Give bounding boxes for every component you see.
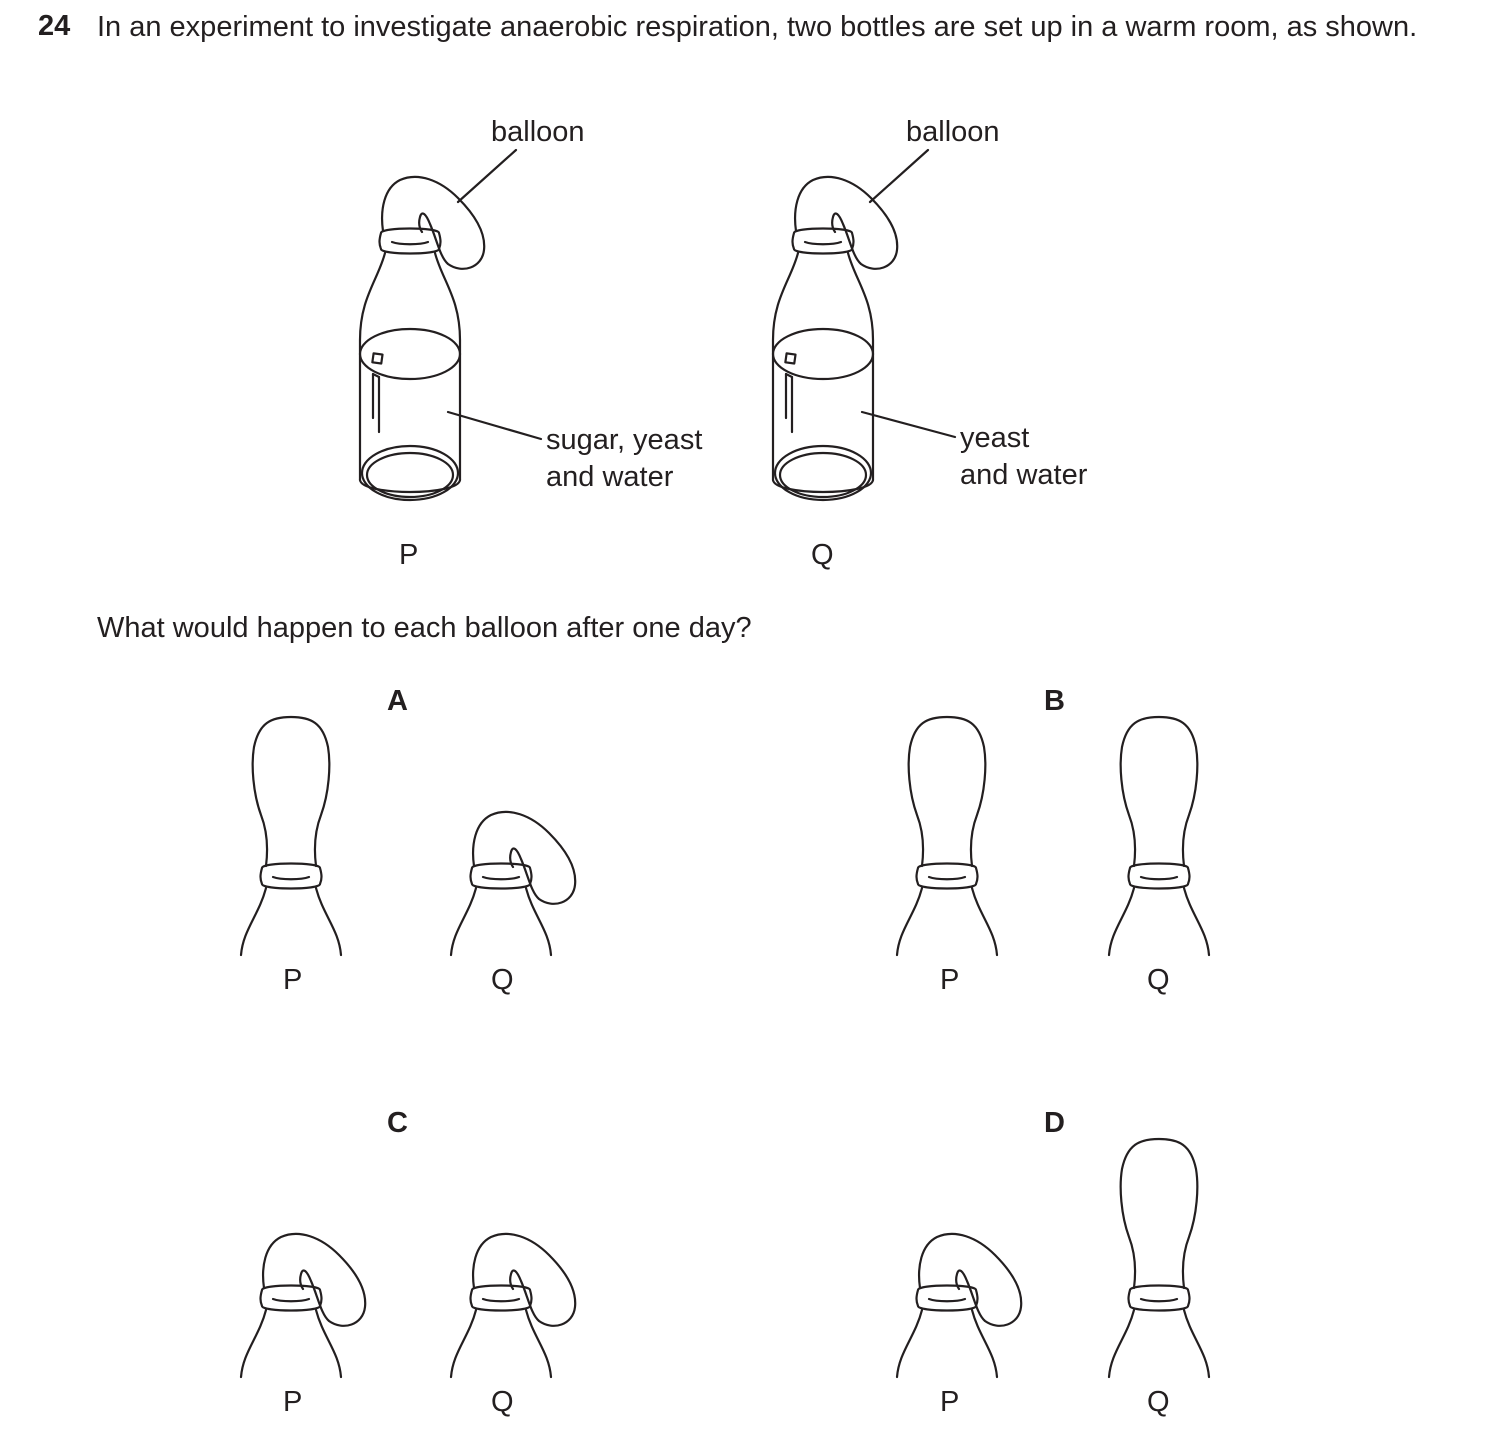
option-b-p-balloon-inflated <box>897 717 997 955</box>
option-a-p-balloon-inflated <box>241 717 341 955</box>
bottle-p-balloon-pointer <box>458 150 516 202</box>
option-a-p-label: P <box>283 964 303 996</box>
question-text: In an experiment to investigate anaerobic respiration, two bottles are set up in a warm room, as shown. <box>97 11 1418 43</box>
contents-label-q-line2: and water <box>960 459 1088 491</box>
bottle-q-contents-pointer <box>862 412 955 437</box>
option-letter-c[interactable]: C <box>387 1107 408 1139</box>
contents-label-p-line2: and water <box>546 461 674 493</box>
option-d-p-label: P <box>940 1386 960 1418</box>
question-prompt: What would happen to each balloon after one day? <box>97 612 752 644</box>
option-letter-b[interactable]: B <box>1044 685 1065 717</box>
option-b-p-label: P <box>940 964 960 996</box>
balloon-label-q: balloon <box>906 116 1000 148</box>
option-b-q-label: Q <box>1147 964 1170 996</box>
bottle-p-contents-pointer <box>448 412 541 439</box>
option-c-p-label: P <box>283 1386 303 1418</box>
contents-label-p-line1: sugar, yeast <box>546 424 703 456</box>
bottle-q-balloon-pointer <box>870 150 928 202</box>
question-number: 24 <box>38 10 71 42</box>
bottle-name-p: P <box>399 539 419 571</box>
bottle-p-illustration <box>360 177 484 500</box>
option-b-q-balloon-inflated <box>1109 717 1209 955</box>
option-a-q-label: Q <box>491 964 514 996</box>
option-d-q-label: Q <box>1147 1386 1170 1418</box>
bottle-q-illustration <box>773 177 897 500</box>
balloon-label-p: balloon <box>491 116 585 148</box>
option-c-q-label: Q <box>491 1386 514 1418</box>
option-c-q-balloon-deflated <box>451 1234 575 1377</box>
option-letter-d[interactable]: D <box>1044 1107 1065 1139</box>
option-d-p-balloon-deflated <box>897 1234 1021 1377</box>
bottle-name-q: Q <box>811 539 834 571</box>
option-d-q-balloon-inflated <box>1109 1139 1209 1377</box>
option-letter-a[interactable]: A <box>387 685 408 717</box>
contents-label-q-line1: yeast <box>960 422 1030 454</box>
option-a-q-balloon-deflated <box>451 812 575 955</box>
option-c-p-balloon-deflated <box>241 1234 365 1377</box>
